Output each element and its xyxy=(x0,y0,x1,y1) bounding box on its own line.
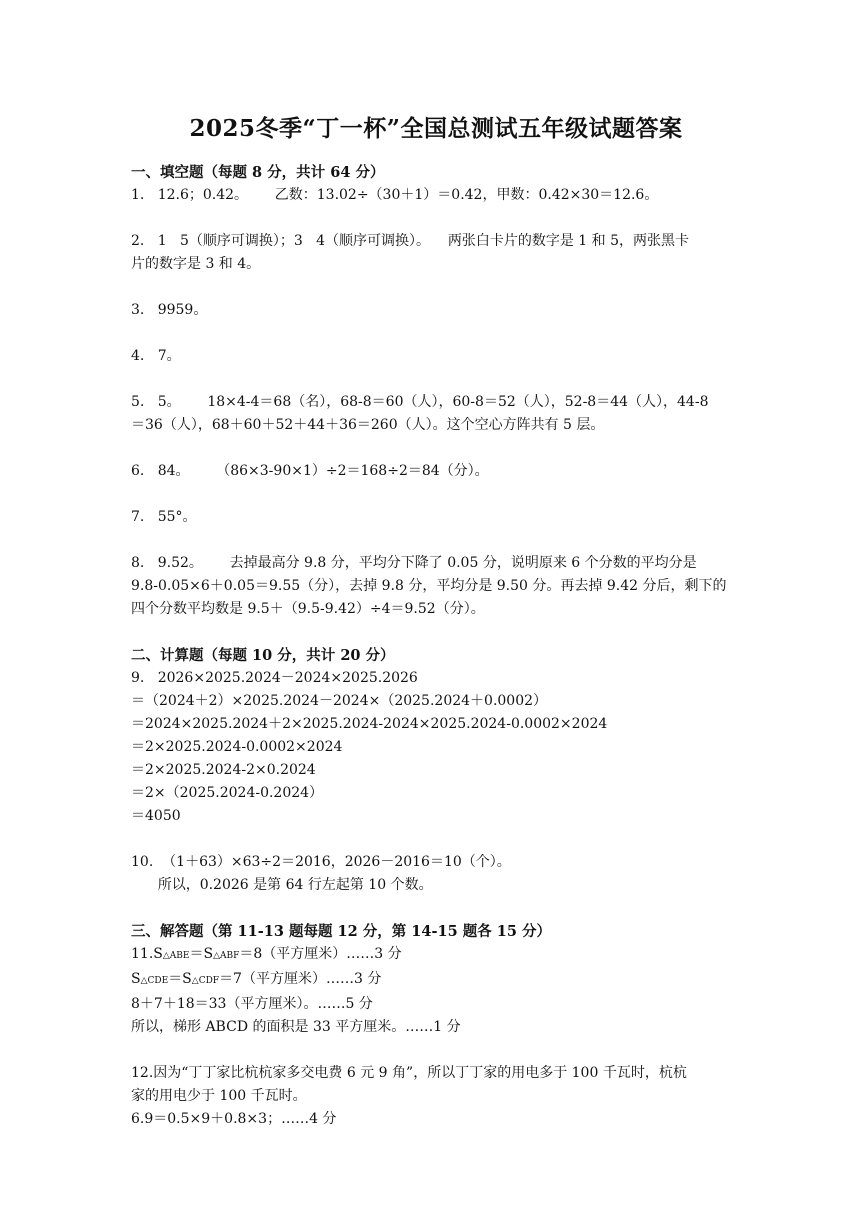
answer-line: ＝2×（2025.2024-0.2024） xyxy=(131,785,324,801)
section-3 xyxy=(131,920,741,1131)
subscript-label: △CDF xyxy=(191,976,220,986)
answer-line: 12.因为“丁丁家比杭杭家多交电费 6 元 9 角”，所以丁丁家的用电多于 100 千瓦时，杭杭 xyxy=(131,1065,687,1081)
answer-line: 6. 84。 （86×3-90×1）÷2＝168÷2＝84（分）。 xyxy=(131,463,489,479)
answer-line: 片的数字是 3 和 4。 xyxy=(131,256,261,272)
answer-line: 10. （1＋63）×63÷2＝2016，2026－2016＝10（个）。 xyxy=(131,854,511,870)
blank-line xyxy=(131,828,741,851)
blank-line xyxy=(131,529,741,552)
answer-line: 4. 7。 xyxy=(131,348,181,364)
blank-line xyxy=(131,322,741,345)
section-2 xyxy=(131,644,741,920)
answer-line: 家的用电少于 100 千瓦时。 xyxy=(131,1088,307,1104)
answer-line: ＝36（人），68＋60＋52＋44＋36＝260（人）。这个空心方阵共有 5 层。 xyxy=(131,417,605,433)
blank-line xyxy=(131,1039,741,1062)
blank-line xyxy=(131,897,741,920)
blank-line xyxy=(131,276,741,299)
answer-line: 8. 9.52。 去掉最高分 9.8 分，平均分下降了 0.05 分，说明原来 6 个分数的平均分是 xyxy=(131,555,697,571)
blank-line xyxy=(131,621,741,644)
sections-container xyxy=(131,161,741,1131)
section-1 xyxy=(131,161,741,644)
answer-line: ＝4050 xyxy=(131,808,181,824)
answer-line: ＝2024×2025.2024＋2×2025.2024-2024×2025.2024-0.0002×2024 xyxy=(131,716,608,732)
answer-line: 3. 9959。 xyxy=(131,302,208,318)
answer-line: 5. 5。 18×4-4＝68（名），68-8＝60（人），60-8＝52（人），52-8＝44（人），44-8 xyxy=(131,394,709,410)
blank-line xyxy=(131,483,741,506)
answer-line: 2. 1 5（顺序可调换）；3 4（顺序可调换）。 两张白卡片的数字是 1 和 5，两张黑卡 xyxy=(131,233,690,249)
blank-line xyxy=(131,207,741,230)
answer-line: ＝2×2025.2024-0.0002×2024 xyxy=(131,739,343,755)
answer-document xyxy=(131,110,741,1131)
answer-line: 1. 12.6；0.42。 乙数：13.02÷（30＋1）＝0.42，甲数：0.42×30＝12.6。 xyxy=(131,187,659,203)
answer-line: 所以，梯形 ABCD 的面积是 33 平方厘米。……1 分 xyxy=(131,1019,461,1035)
document-title: 2025冬季“丁一杯”全国总测试五年级试题答案 xyxy=(189,115,683,142)
blank-line xyxy=(131,437,741,460)
subscript-label: △ABE xyxy=(162,951,190,961)
section-heading: 一、填空题（每题 8 分，共计 64 分） xyxy=(131,164,385,181)
answer-line: 所以，0.2026 是第 64 行左起第 10 个数。 xyxy=(131,877,433,893)
blank-line xyxy=(131,368,741,391)
answer-line: 7. 55°。 xyxy=(131,509,197,525)
answer-line: ＝（2024＋2）×2025.2024－2024×（2025.2024＋0.0002） xyxy=(131,693,548,709)
answer-line: 四个分数平均数是 9.5＋（9.5-9.42）÷4＝9.52（分）。 xyxy=(131,601,485,617)
section-heading: 二、计算题（每题 10 分，共计 20 分） xyxy=(131,647,395,664)
answer-line: S△CDE＝S△CDF＝7（平方厘米）……3 分 xyxy=(131,971,382,987)
answer-line: 9. 2026×2025.2024－2024×2025.2026 xyxy=(131,670,418,686)
answer-line: 9.8-0.05×6＋0.05＝9.55（分），去掉 9.8 分，平均分是 9.50 分。再去掉 9.42 分后，剩下的 xyxy=(131,578,727,594)
subscript-label: △ABF xyxy=(213,951,240,961)
answer-line: 6.9＝0.5×9＋0.8×3；……4 分 xyxy=(131,1111,337,1127)
answer-line: ＝2×2025.2024-2×0.2024 xyxy=(131,762,316,778)
answer-line: 8＋7＋18＝33（平方厘米）。……5 分 xyxy=(131,996,373,1012)
section-heading: 三、解答题（第 11-13 题每题 12 分，第 14-15 题各 15 分） xyxy=(131,923,551,940)
answer-line: 11.S△ABE＝S△ABF＝8（平方厘米）……3 分 xyxy=(131,946,402,962)
subscript-label: △CDE xyxy=(140,976,169,986)
